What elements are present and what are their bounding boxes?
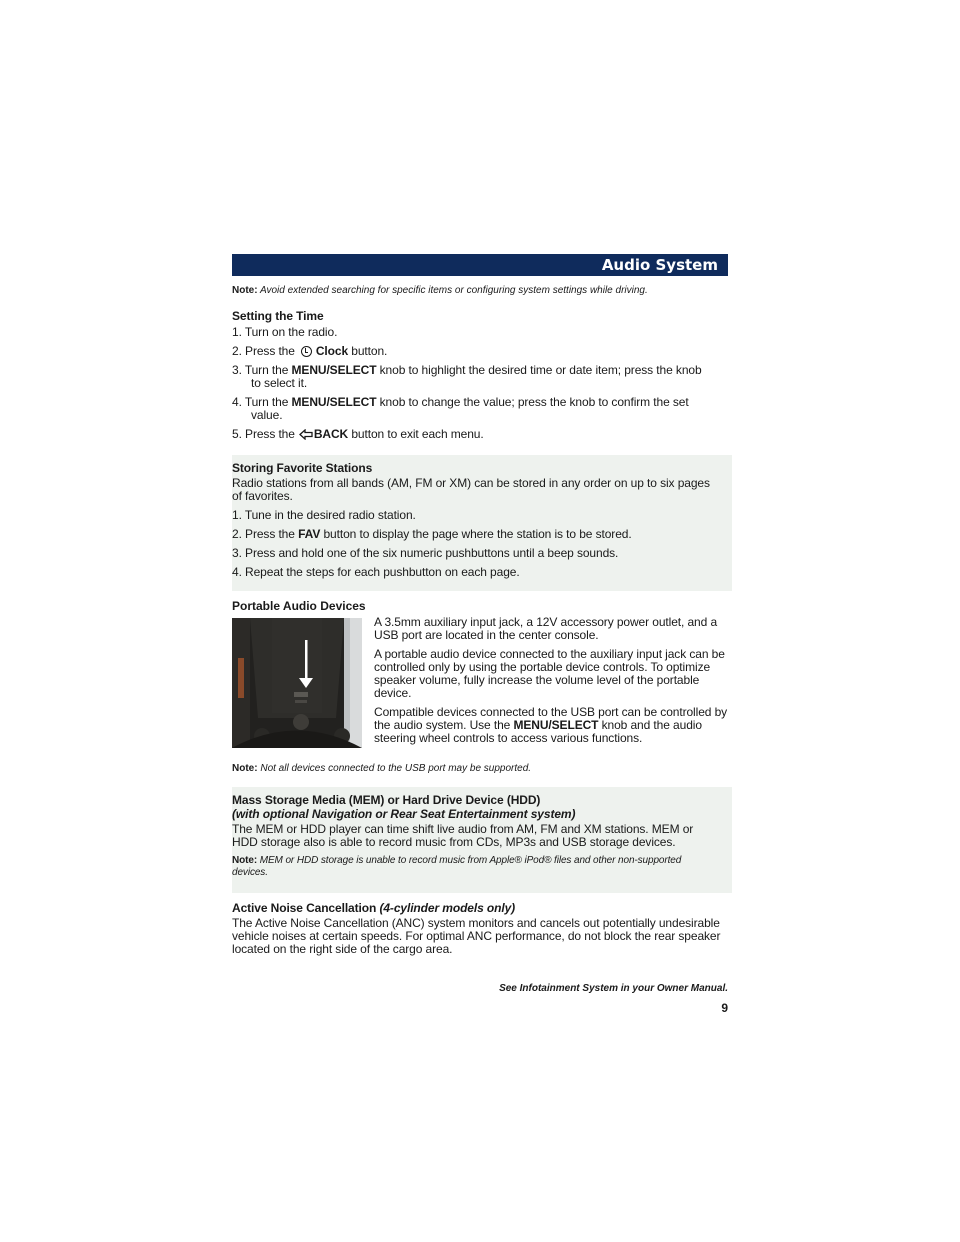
- step-item: 1. Turn on the radio.: [232, 325, 338, 339]
- setting-time-section: [232, 309, 712, 441]
- portable-heading: Portable Audio Devices: [232, 599, 366, 613]
- portable-text: [374, 616, 728, 745]
- owner-manual-reference: See Infotainment System in your Owner Manual.: [499, 983, 728, 994]
- step-item: 2. Press the Clock button.: [232, 344, 388, 358]
- step-item: 3. Press and hold one of the six numeric pushbuttons until a beep sounds.: [232, 546, 619, 560]
- back-arrow-icon: [299, 429, 313, 440]
- step-item: 3. Turn the MENU/SELECT knob to highlight the desired time or date item; press the knob to select it.: [232, 363, 702, 390]
- favorites-heading: Storing Favorite Stations: [232, 461, 373, 475]
- step-item: 4. Repeat the steps for each pushbutton on each page.: [232, 565, 520, 579]
- usb-note: Note: Not all devices connected to the USB port may be supported.: [232, 763, 532, 774]
- favorites-intro: Radio stations from all bands (AM, FM or XM) can be stored in any order on up to six pages of favorites.: [232, 476, 710, 503]
- section-title: Audio System: [601, 256, 718, 274]
- step-item: 2. Press the FAV button to display the page where the station is to be stored.: [232, 527, 632, 541]
- note-label: Note:: [232, 285, 258, 296]
- anc-para: The Active Noise Cancellation (ANC) system monitors and cancels out potentially undesirable vehicle noises at certain speeds. For optimal ANC performance, do not block the rear speaker located on the right side of the cargo area.: [232, 916, 721, 956]
- mem-note: Note: MEM or HDD storage is unable to record music from Apple® iPod® files and other non-supported devices.: [232, 855, 682, 878]
- favorites-section: [232, 461, 712, 579]
- mem-heading: Mass Storage Media (MEM) or Hard Drive Device (HDD): [232, 793, 541, 807]
- portable-para-1: A 3.5mm auxiliary input jack, a 12V accessory power outlet, and a USB port are located in the center console.: [374, 615, 718, 642]
- mem-para: The MEM or HDD player can time shift live audio from AM, FM and XM stations. MEM or HDD storage also is able to record music from CDs, MP3s and USB storage devices.: [232, 822, 694, 849]
- center-console-photo: [232, 618, 362, 748]
- anc-section: [232, 901, 726, 956]
- driving-note: [232, 285, 728, 297]
- mem-section: [232, 793, 722, 879]
- console-illustration: [232, 618, 362, 748]
- step-item: 1. Tune in the desired radio station.: [232, 508, 416, 522]
- anc-heading: Active Noise Cancellation (4-cylinder models only): [232, 901, 516, 915]
- portable-para-3: Compatible devices connected to the USB port can be controlled by the audio system. Use the MENU/SELECT knob and the audio steering wheel controls to access various functions.: [374, 705, 728, 745]
- note-text: Avoid extended searching for specific items or configuring system settings while driving.: [259, 285, 648, 296]
- page-number: 9: [721, 1001, 728, 1015]
- clock-icon: [301, 346, 312, 357]
- portable-para-2: A portable audio device connected to the auxiliary input jack can be controlled only by using the portable device controls. To optimize speaker volume, fully increase the volume level of the portable device.: [374, 647, 725, 700]
- section-header: [232, 254, 728, 276]
- step-item: 5. Press the BACK button to exit each menu.: [232, 427, 484, 441]
- setting-time-heading: Setting the Time: [232, 309, 324, 323]
- step-item: 4. Turn the MENU/SELECT knob to change the value; press the knob to confirm the set value.: [232, 395, 689, 422]
- mem-subheading: (with optional Navigation or Rear Seat Entertainment system): [232, 807, 576, 821]
